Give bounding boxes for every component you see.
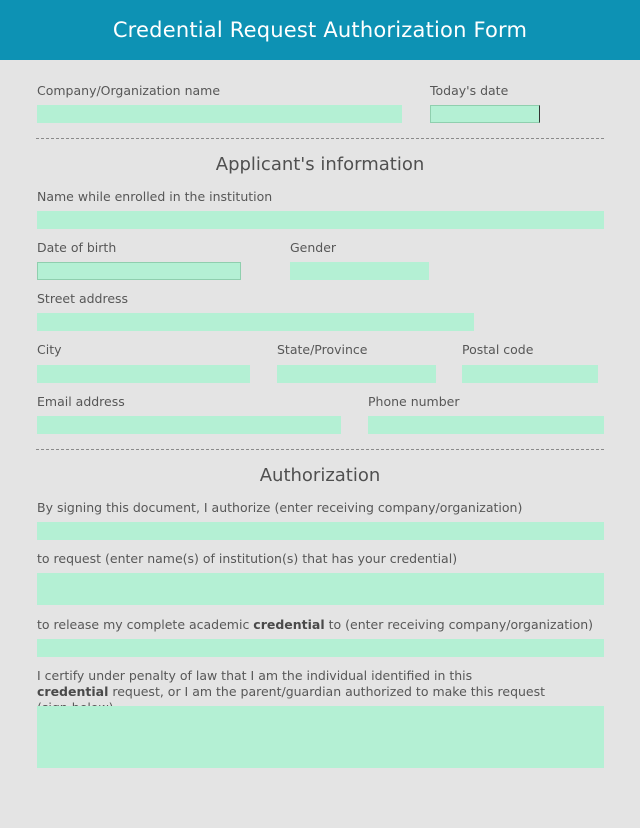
gender-label: Gender	[290, 240, 337, 255]
section-divider	[36, 449, 604, 450]
gender-field[interactable]	[290, 262, 429, 280]
request-institution-field[interactable]	[37, 573, 604, 605]
phone-number-field[interactable]	[368, 416, 604, 434]
authorize-company-field[interactable]	[37, 522, 604, 540]
certify-text-post: request, or I am the parent/guardian authorized to make this request	[112, 684, 546, 699]
release-credential-label	[37, 617, 593, 632]
authorize-company-label: By signing this document, I authorize (enter receiving company/organization)	[37, 500, 523, 515]
form-header	[0, 0, 640, 60]
enrolled-name-label: Name while enrolled in the institution	[37, 189, 273, 204]
postal-code-field[interactable]	[462, 365, 598, 383]
email-address-field[interactable]	[37, 416, 341, 434]
form-title: Credential Request Authorization Form	[112, 18, 528, 42]
authorization-section-heading: Authorization	[259, 465, 381, 486]
release-text-pre: to release my complete academic	[37, 617, 254, 632]
company-name-label: Company/Organization name	[37, 83, 221, 98]
state-province-field[interactable]	[277, 365, 436, 383]
request-institution-label: to request (enter name(s) of institution(s) that has your credential)	[37, 551, 458, 566]
street-address-field[interactable]	[37, 313, 474, 331]
release-text-post: to (enter receiving company/organization)	[324, 617, 594, 632]
phone-number-label: Phone number	[368, 394, 460, 409]
date-of-birth-label: Date of birth	[37, 240, 117, 255]
section-divider	[36, 138, 604, 139]
company-name-field[interactable]	[37, 105, 402, 123]
street-address-label: Street address	[37, 291, 129, 306]
postal-code-label: Postal code	[462, 342, 534, 357]
release-text-bold: credential	[253, 617, 325, 632]
date-of-birth-field[interactable]	[37, 262, 241, 280]
certify-text-pre: I certify under penalty of law that I am the individual identified in this	[37, 668, 473, 683]
city-field[interactable]	[37, 365, 250, 383]
todays-date-field[interactable]	[430, 105, 540, 123]
applicant-section-heading: Applicant's information	[215, 154, 425, 175]
release-recipient-field[interactable]	[37, 639, 604, 657]
email-address-label: Email address	[37, 394, 125, 409]
todays-date-label: Today's date	[430, 83, 509, 98]
certify-text-bold: credential	[37, 684, 109, 699]
city-label: City	[37, 342, 62, 357]
state-province-label: State/Province	[277, 342, 368, 357]
enrolled-name-field[interactable]	[37, 211, 604, 229]
signature-field[interactable]	[37, 706, 604, 768]
